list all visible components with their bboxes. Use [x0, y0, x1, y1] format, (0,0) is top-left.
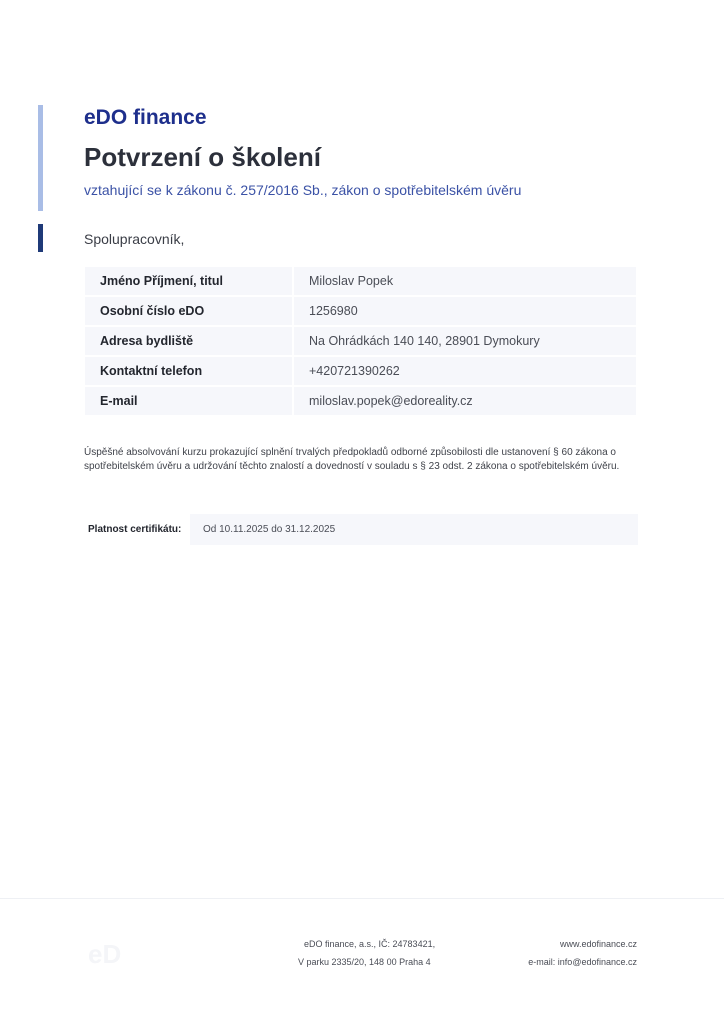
validity-label: Platnost certifikátu: [88, 524, 182, 535]
table-row [85, 386, 636, 416]
brand-name: eDO finance [84, 106, 207, 129]
footer-website: www.edofinance.cz [559, 939, 637, 949]
table-row [85, 296, 636, 326]
footer-email: e-mail: info@edofinance.cz [528, 957, 637, 967]
validity-box [190, 514, 638, 545]
row-value-personal-number: 1256980 [293, 296, 636, 326]
accent-bar-small [38, 224, 43, 252]
row-label-personal-number: Osobní číslo eDO [85, 296, 293, 326]
row-label-email: E-mail [85, 386, 293, 416]
footer-address: V parku 2335/20, 148 00 Praha 4 [298, 957, 431, 967]
validity-value: Od 10.11.2025 do 31.12.2025 [203, 524, 336, 535]
page-title: Potvrzení o školení [84, 142, 321, 172]
svg-text:eD: eD [88, 939, 122, 969]
page-subtitle: vztahující se k zákonu č. 257/2016 Sb., zákon o spotřebitelském úvěru [84, 182, 522, 198]
row-value-name: Miloslav Popek [293, 267, 636, 296]
row-value-address: Na Ohrádkách 140 140, 28901 Dymokury [293, 326, 636, 356]
table-row [85, 326, 636, 356]
footer-company: eDO finance, a.s., IČ: 24783421, [304, 939, 436, 949]
table-row [85, 267, 636, 296]
accent-bar [38, 105, 43, 211]
row-label-phone: Kontaktní telefon [85, 356, 293, 386]
row-label-address: Adresa bydliště [85, 326, 293, 356]
watermark-logo-icon [86, 936, 136, 970]
table-row [85, 356, 636, 386]
greeting: Spolupracovník, [84, 231, 185, 247]
row-label-name: Jméno Příjmení, titul [85, 267, 293, 296]
row-value-phone: +420721390262 [293, 356, 636, 386]
person-info-table [85, 267, 636, 417]
statement-paragraph: Úspěšné absolvování kurzu prokazující splnění trvalých předpokladů odborné způsobilosti dle ustanovení § 60 zákona o spotřebitelském úvěru a udržování těchto znalostí a dovedností v souladu s § 23 odst. 2 zákona o spotřebitelském úvěru. [84, 447, 620, 472]
row-value-email: miloslav.popek@edoreality.cz [293, 386, 636, 416]
footer-divider [0, 898, 724, 899]
